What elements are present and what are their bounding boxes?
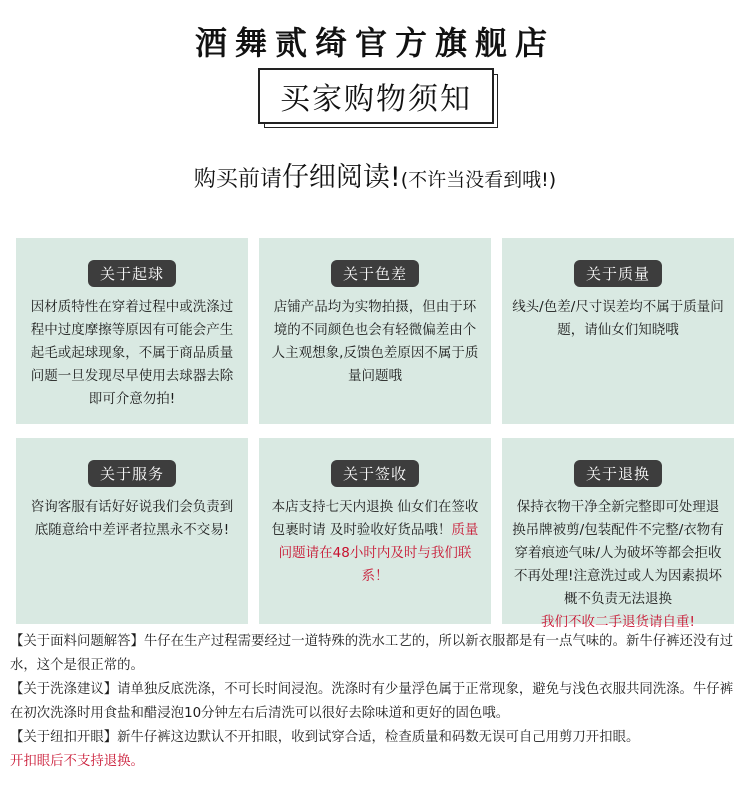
subtitle-prefix: 购买前请: [193, 167, 282, 192]
card-text-main: 店铺产品均为实物拍摄，但由于环境的不同颜色也会有轻微偏差由个人主观想象,反馈色差原因不属于质量问题哦: [271, 299, 479, 384]
card-text-main: 线头/色差/尺寸误差均不属于质量问题，请仙女们知晓哦: [512, 299, 724, 338]
card-tag: 关于质量: [574, 260, 662, 287]
card-service: [16, 438, 248, 624]
card-tag: 关于起球: [88, 260, 176, 287]
card-text: [269, 296, 481, 388]
card-text-main: 保持衣物干净全新完整即可处理退换吊牌被剪/包装配件不完整/衣物有穿着痕迹气味/人为破坏等都会拒收不再处理!注意洗过或人为因素损坏概不负责无法退换: [512, 499, 724, 607]
note-washing: [10, 678, 735, 726]
card-tag: 关于服务: [88, 460, 176, 487]
note-label: 【关于纽扣开眼】: [10, 730, 118, 745]
note-buttonhole: [10, 726, 735, 774]
card-color-difference: [259, 238, 491, 424]
card-text: [269, 496, 481, 588]
note-warning: 开扣眼后不支持退换。: [10, 754, 144, 769]
subtitle: [0, 155, 750, 194]
card-text: [512, 496, 724, 634]
card-pilling: [16, 238, 248, 424]
card-receipt: [259, 438, 491, 624]
card-text: [512, 296, 724, 342]
card-text-warning: 我们不收二手退货请自重!: [541, 614, 695, 630]
card-tag: 关于退换: [574, 460, 662, 487]
card-text-main: 因材质特性在穿着过程中或洗涤过程中过度摩擦等原因有可能会产生起毛或起球现象，不属于商品质量问题一旦发现尽早使用去球器去除即可介意勿拍!: [30, 299, 234, 407]
notice-title-frame: [258, 68, 496, 126]
card-quality: [502, 238, 734, 424]
subtitle-emphasis: 仔细阅读!: [281, 162, 401, 193]
card-text: [26, 496, 238, 542]
note-label: 【关于洗涤建议】: [10, 682, 118, 697]
notice-title: 买家购物须知: [258, 68, 494, 124]
card-tag: 关于色差: [331, 260, 419, 287]
card-returns: [502, 438, 734, 630]
note-text: 新牛仔裤这边默认不开扣眼，收到试穿合适，检查质量和码数无误可自己用剪刀开扣眼。: [117, 730, 640, 745]
notes-section: [10, 630, 735, 774]
note-fabric: [10, 630, 735, 678]
card-text-main: 本店支持七天内退换 仙女们在签收包裹时请 及时验收好货品哦！: [271, 499, 479, 538]
card-text-warning: 质量问题请在48小时内及时与我们联系！: [278, 522, 479, 584]
card-text: [26, 296, 238, 411]
card-text-main: 咨询客服有话好好说我们会负责到底随意给中差评者拉黑永不交易!: [30, 499, 234, 538]
note-text: 牛仔在生产过程需要经过一道特殊的洗水工艺的，所以新衣服都是有一点气味的。新牛仔裤还没有过水，这个是很正常的。: [10, 634, 734, 673]
note-label: 【关于面料问题解答】: [10, 634, 144, 649]
subtitle-suffix: (不许当没看到哦!): [400, 169, 557, 191]
card-tag: 关于签收: [331, 460, 419, 487]
note-text: 请单独反底洗涤，不可长时间浸泡。洗涤时有少量浮色属于正常现象，避免与浅色衣服共同洗涤。牛仔裤在初次洗涤时用食盐和醋浸泡10分钟左右后清洗可以很好去除味道和更好的固色哦。: [10, 682, 734, 721]
store-name: 酒舞贰绮官方旗舰店: [194, 24, 555, 62]
